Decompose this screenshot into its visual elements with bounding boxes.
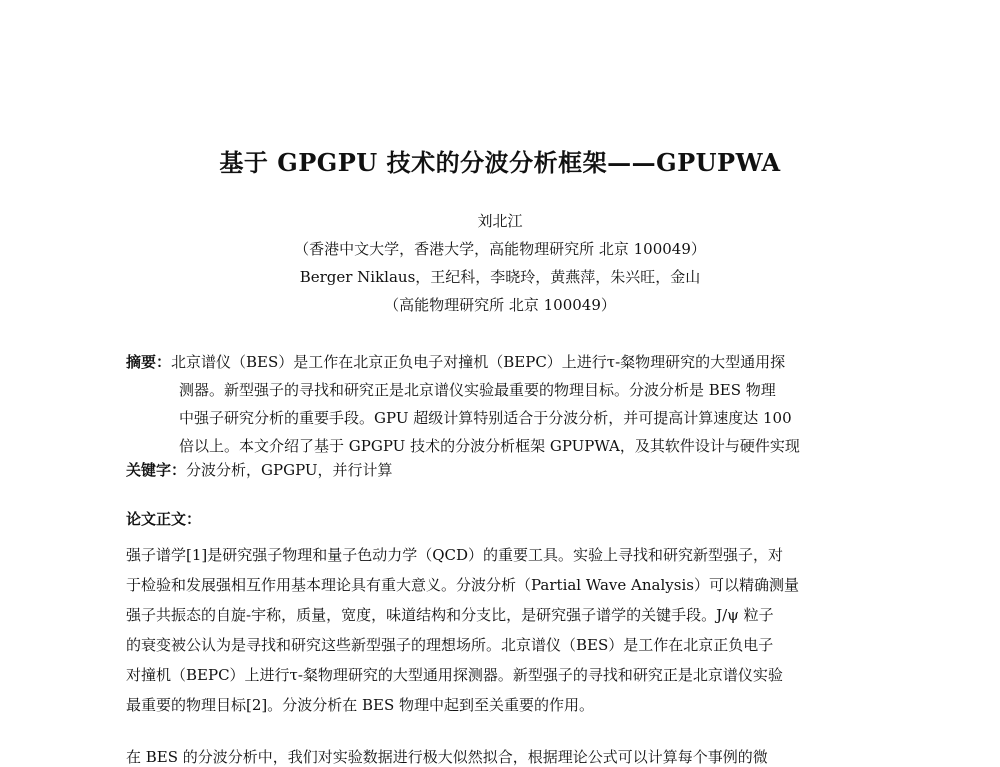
abstract-text-2: 中强子研究分析的重要手段。GPU 超级计算特别适合于分波分析，并可提高计算速度达 100 bbox=[179, 409, 792, 427]
author-line-1: 刘北江 bbox=[477, 212, 523, 230]
keywords-line bbox=[126, 456, 393, 484]
author-line-2: Berger Niklaus，王纪科，李晓玲，黄燕萍，朱兴旺，金山 bbox=[299, 268, 701, 286]
abstract-text-1: 测器。新型强子的寻找和研究正是北京谱仪实验最重要的物理目标。分波分析是 BES 物理 bbox=[179, 381, 776, 399]
body-line-4: 的衰变被公认为是寻找和研究这些新型强子的理想场所。北京谱仪（BES）是工作在北京正负电子 bbox=[126, 636, 774, 654]
body-heading: 论文正文： bbox=[126, 510, 202, 528]
affiliation-2: （高能物理研究所 北京 100049） bbox=[384, 296, 616, 314]
body-line-6: 最重要的物理目标[2]。分波分析在 BES 物理中起到至关重要的作用。 bbox=[126, 696, 595, 714]
abstract-first-line bbox=[126, 348, 882, 376]
abstract-text-0: 北京谱仪（BES）是工作在北京正负电子对撞机（BEPC）上进行τ-粲物理研究的大型通用探 bbox=[171, 353, 786, 371]
abstract-text-3: 倍以上。本文介绍了基于 GPGPU 技术的分波分析框架 GPUPWA，及其软件设计与硬件实现 bbox=[179, 437, 800, 455]
body-line-2: 于检验和发展强相互作用基本理论具有重大意义。分波分析（Partial Wave Analysis）可以精确测量 bbox=[126, 576, 799, 594]
paper-title: 基于 GPGPU 技术的分波分析框架——GPUPWA bbox=[219, 148, 781, 177]
abstract-block bbox=[126, 348, 882, 460]
body-line-cut: 在 BES 的分波分析中，我们对实验数据进行极大似然拟合，根据理论公式可以计算每个事例的微 bbox=[126, 748, 768, 766]
keywords-label: 关键字： bbox=[126, 461, 187, 479]
body-line-1: 强子谱学[1]是研究强子物理和量子色动力学（QCD）的重要工具。实验上寻找和研究新型强子，对 bbox=[126, 546, 784, 564]
affiliation-1: （香港中文大学，香港大学，高能物理研究所 北京 100049） bbox=[294, 240, 706, 258]
body-text bbox=[126, 540, 882, 720]
body-line-3: 强子共振态的自旋-宇称，质量，宽度，味道结构和分支比，是研究强子谱学的关键手段。J/ψ 粒子 bbox=[126, 606, 774, 624]
body-line-5: 对撞机（BEPC）上进行τ-粲物理研究的大型通用探测器。新型强子的寻找和研究正是北京谱仪实验 bbox=[126, 666, 783, 684]
keywords-text: 分波分析，GPGPU，并行计算 bbox=[186, 461, 393, 479]
abstract-label: 摘要： bbox=[126, 353, 172, 371]
